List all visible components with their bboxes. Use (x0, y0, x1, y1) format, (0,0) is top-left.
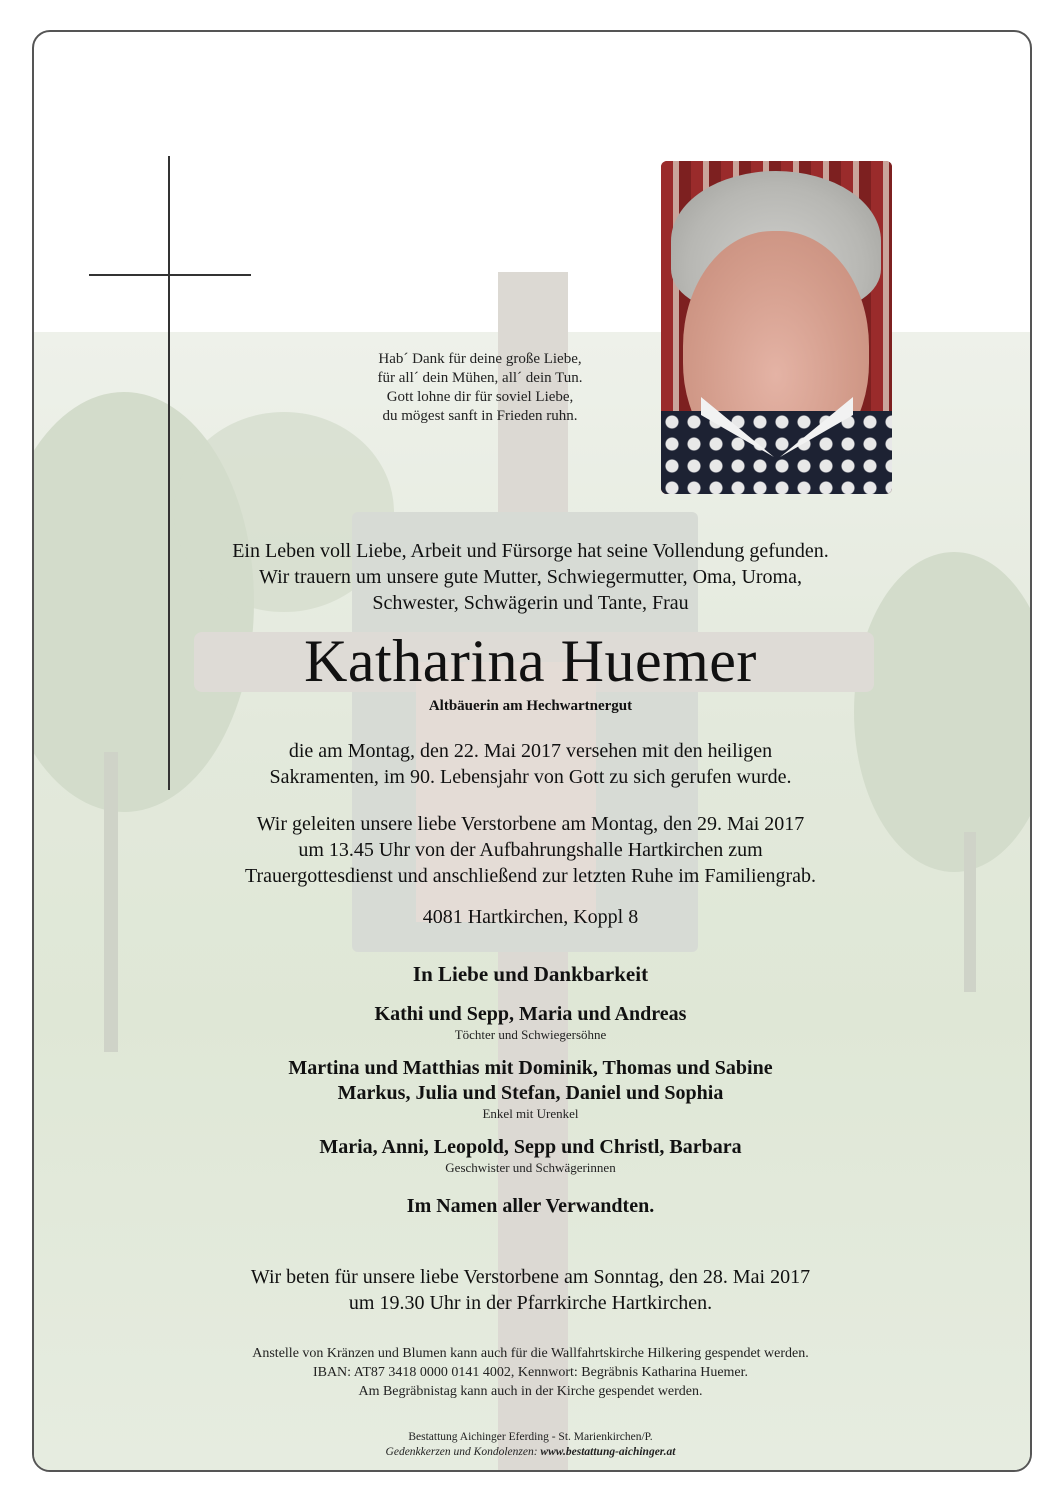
donation-line: IBAN: AT87 3418 0000 0141 4002, Kennwort: Begräbnis Katharina Huemer. (312, 1365, 749, 1380)
intro-line: Schwester, Schwägerin und Tante, Frau (372, 592, 689, 614)
cross-icon-horizontal (89, 274, 251, 276)
donation-line: Am Begräbnistag kann auch in der Kirche gespendet werden. (358, 1384, 703, 1399)
portrait-photo (661, 161, 892, 494)
deceased-name: Katharina Huemer (304, 628, 757, 694)
mourner-names: Kathi und Sepp, Maria und Andreas (374, 1003, 687, 1025)
death-line: Sakramenten, im 90. Lebensjahr von Gott zu sich gerufen wurde. (269, 766, 792, 788)
mourner-relation: Enkel mit Urenkel (482, 1106, 579, 1121)
intro-line: Ein Leben voll Liebe, Arbeit und Fürsorge hat seine Vollendung gefunden. (232, 540, 829, 562)
undertaker-name: Bestattung Aichinger Eferding - St. Marienkirchen/P. (408, 1431, 653, 1443)
undertaker-website-link[interactable]: www.bestattung-aichinger.at (540, 1446, 676, 1458)
deceased-title: Altbäuerin am Hechwartnergut (428, 698, 633, 714)
mourner-relation: Geschwister und Schwägerinnen (445, 1160, 616, 1175)
mourners-closing: Im Namen aller Verwandten. (406, 1195, 655, 1217)
death-notice (0, 738, 1061, 790)
prayer-info (0, 1264, 1061, 1316)
mourner-names: Martina und Matthias mit Dominik, Thomas und Sabine (288, 1057, 773, 1079)
verse-line: Gott lohne dir für soviel Liebe, (386, 389, 574, 405)
verse-line: Hab´ Dank für deine große Liebe, (378, 351, 582, 367)
donation-line: Anstelle von Kränzen und Blumen kann auch für die Wallfahrtskirche Hilkering gespendet werden. (252, 1346, 809, 1361)
prayer-line: um 19.30 Uhr in der Pfarrkirche Hartkirchen. (348, 1292, 713, 1314)
mourner-names: Maria, Anni, Leopold, Sepp und Christl, Barbara (319, 1136, 742, 1158)
condolence-label: Gedenkkerzen und Kondolenzen: (385, 1446, 538, 1458)
mourner-relation: Töchter und Schwiegersöhne (454, 1027, 607, 1042)
family-address: 4081 Hartkirchen, Koppl 8 (422, 906, 639, 928)
mourner-group (0, 1002, 1061, 1043)
funeral-info (0, 811, 1061, 889)
intro-line: Wir trauern um unsere gute Mutter, Schwiegermutter, Oma, Uroma, (259, 566, 802, 588)
funeral-line: Trauergottesdienst und anschließend zur letzten Ruhe im Familiengrab. (245, 865, 816, 887)
death-line: die am Montag, den 22. Mai 2017 versehen mit den heiligen (288, 740, 773, 762)
funeral-line: um 13.45 Uhr von der Aufbahrungshalle Hartkirchen zum (298, 839, 763, 861)
prayer-line: Wir beten für unsere liebe Verstorbene am Sonntag, den 28. Mai 2017 (250, 1266, 811, 1288)
donation-note (0, 1344, 1061, 1401)
verse-line: du mögest sanft in Frieden ruhn. (382, 408, 578, 424)
verse-line: für all´ dein Mühen, all´ dein Tun. (377, 370, 583, 386)
memorial-verse (330, 350, 630, 426)
funeral-line: Wir geleiten unsere liebe Verstorbene am Montag, den 29. Mai 2017 (256, 813, 805, 835)
intro-text (0, 538, 1061, 616)
undertaker-footer (0, 1430, 1061, 1460)
mourners-heading: In Liebe und Dankbarkeit (412, 962, 649, 986)
mourner-group (0, 1135, 1061, 1176)
mourner-group (0, 1056, 1061, 1122)
mourner-names: Markus, Julia und Stefan, Daniel und Sophia (337, 1082, 724, 1104)
photo-dress (661, 411, 892, 494)
